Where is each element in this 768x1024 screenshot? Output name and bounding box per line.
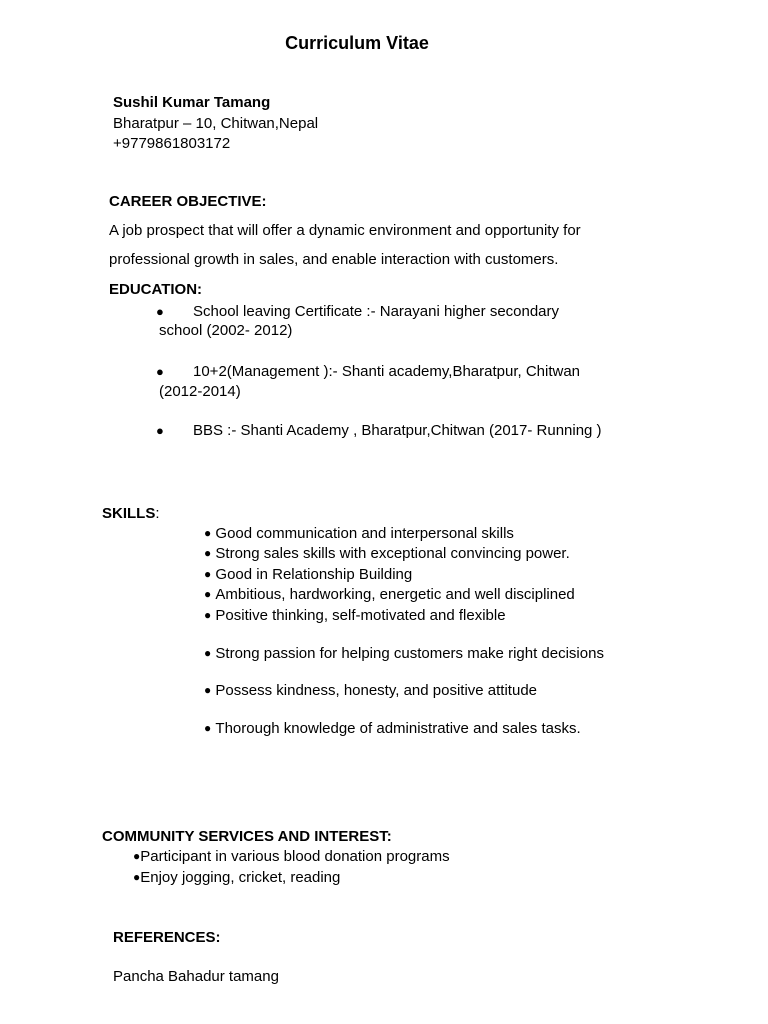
list-item	[204, 607, 506, 624]
reference-name: Pancha Bahadur tamang	[113, 968, 279, 985]
education-bullet-icon: ●	[156, 423, 164, 438]
education-item-3-line-1: BBS :- Shanti Academy , Bharatpur,Chitwan (2017- Running )	[193, 422, 602, 439]
list-item	[204, 525, 514, 542]
applicant-name: Sushil Kumar Tamang	[113, 94, 271, 111]
bullet-icon: ●	[204, 526, 212, 540]
bullet-icon: ●	[204, 608, 212, 622]
bullet-icon: ●	[133, 870, 141, 884]
community-heading: COMMUNITY SERVICES AND INTEREST:	[102, 828, 392, 845]
skills-heading	[102, 505, 160, 522]
bullet-icon: ●	[204, 646, 212, 660]
bullet-icon: ●	[133, 849, 141, 863]
community-text: Participant in various blood donation programs	[140, 848, 450, 865]
skill-text: Ambitious, hardworking, energetic and well disciplined	[215, 586, 575, 603]
document-title: Curriculum Vitae	[285, 33, 429, 53]
community-text: Enjoy jogging, cricket, reading	[140, 869, 341, 886]
bullet-icon: ●	[204, 587, 212, 601]
bullet-icon: ●	[204, 567, 212, 581]
references-heading: REFERENCES:	[113, 929, 221, 946]
education-item-1-line-2: school (2002- 2012)	[159, 322, 293, 339]
career-objective-heading: CAREER OBJECTIVE:	[109, 193, 267, 210]
skill-text: Good in Relationship Building	[215, 566, 413, 583]
education-item-2-line-2: (2012-2014)	[159, 383, 241, 400]
applicant-address: Bharatpur – 10, Chitwan,Nepal	[113, 115, 319, 132]
bullet-icon: ●	[204, 683, 212, 697]
list-item	[204, 545, 570, 562]
list-item	[204, 566, 412, 583]
list-item	[204, 682, 537, 699]
skill-text: Positive thinking, self-motivated and flexible	[215, 607, 506, 624]
skill-text: Good communication and interpersonal skills	[215, 525, 514, 542]
skills-heading-colon: :	[155, 505, 160, 522]
list-item	[204, 720, 581, 737]
career-objective-line-2: professional growth in sales, and enable interaction with customers.	[109, 251, 559, 268]
list-item	[133, 848, 450, 865]
education-bullet-icon: ●	[156, 304, 164, 319]
skill-text: Strong sales skills with exceptional convincing power.	[215, 545, 570, 562]
skill-text: Thorough knowledge of administrative and sales tasks.	[215, 720, 581, 737]
list-item	[204, 586, 575, 603]
applicant-phone: +9779861803172	[113, 135, 231, 152]
education-heading: EDUCATION:	[109, 281, 203, 298]
list-item	[204, 645, 604, 662]
career-objective-line-1: A job prospect that will offer a dynamic environment and opportunity for	[109, 222, 581, 239]
education-item-2-line-1: 10+2(Management ):- Shanti academy,Bharatpur, Chitwan	[193, 363, 581, 380]
education-item-1-line-1: School leaving Certificate :- Narayani higher secondary	[193, 303, 560, 320]
education-bullet-icon: ●	[156, 364, 164, 379]
list-item	[133, 869, 340, 886]
bullet-icon: ●	[204, 721, 212, 735]
skill-text: Strong passion for helping customers make right decisions	[215, 645, 604, 662]
skills-heading-label: SKILLS	[102, 505, 156, 522]
skill-text: Possess kindness, honesty, and positive attitude	[215, 682, 537, 699]
bullet-icon: ●	[204, 546, 212, 560]
